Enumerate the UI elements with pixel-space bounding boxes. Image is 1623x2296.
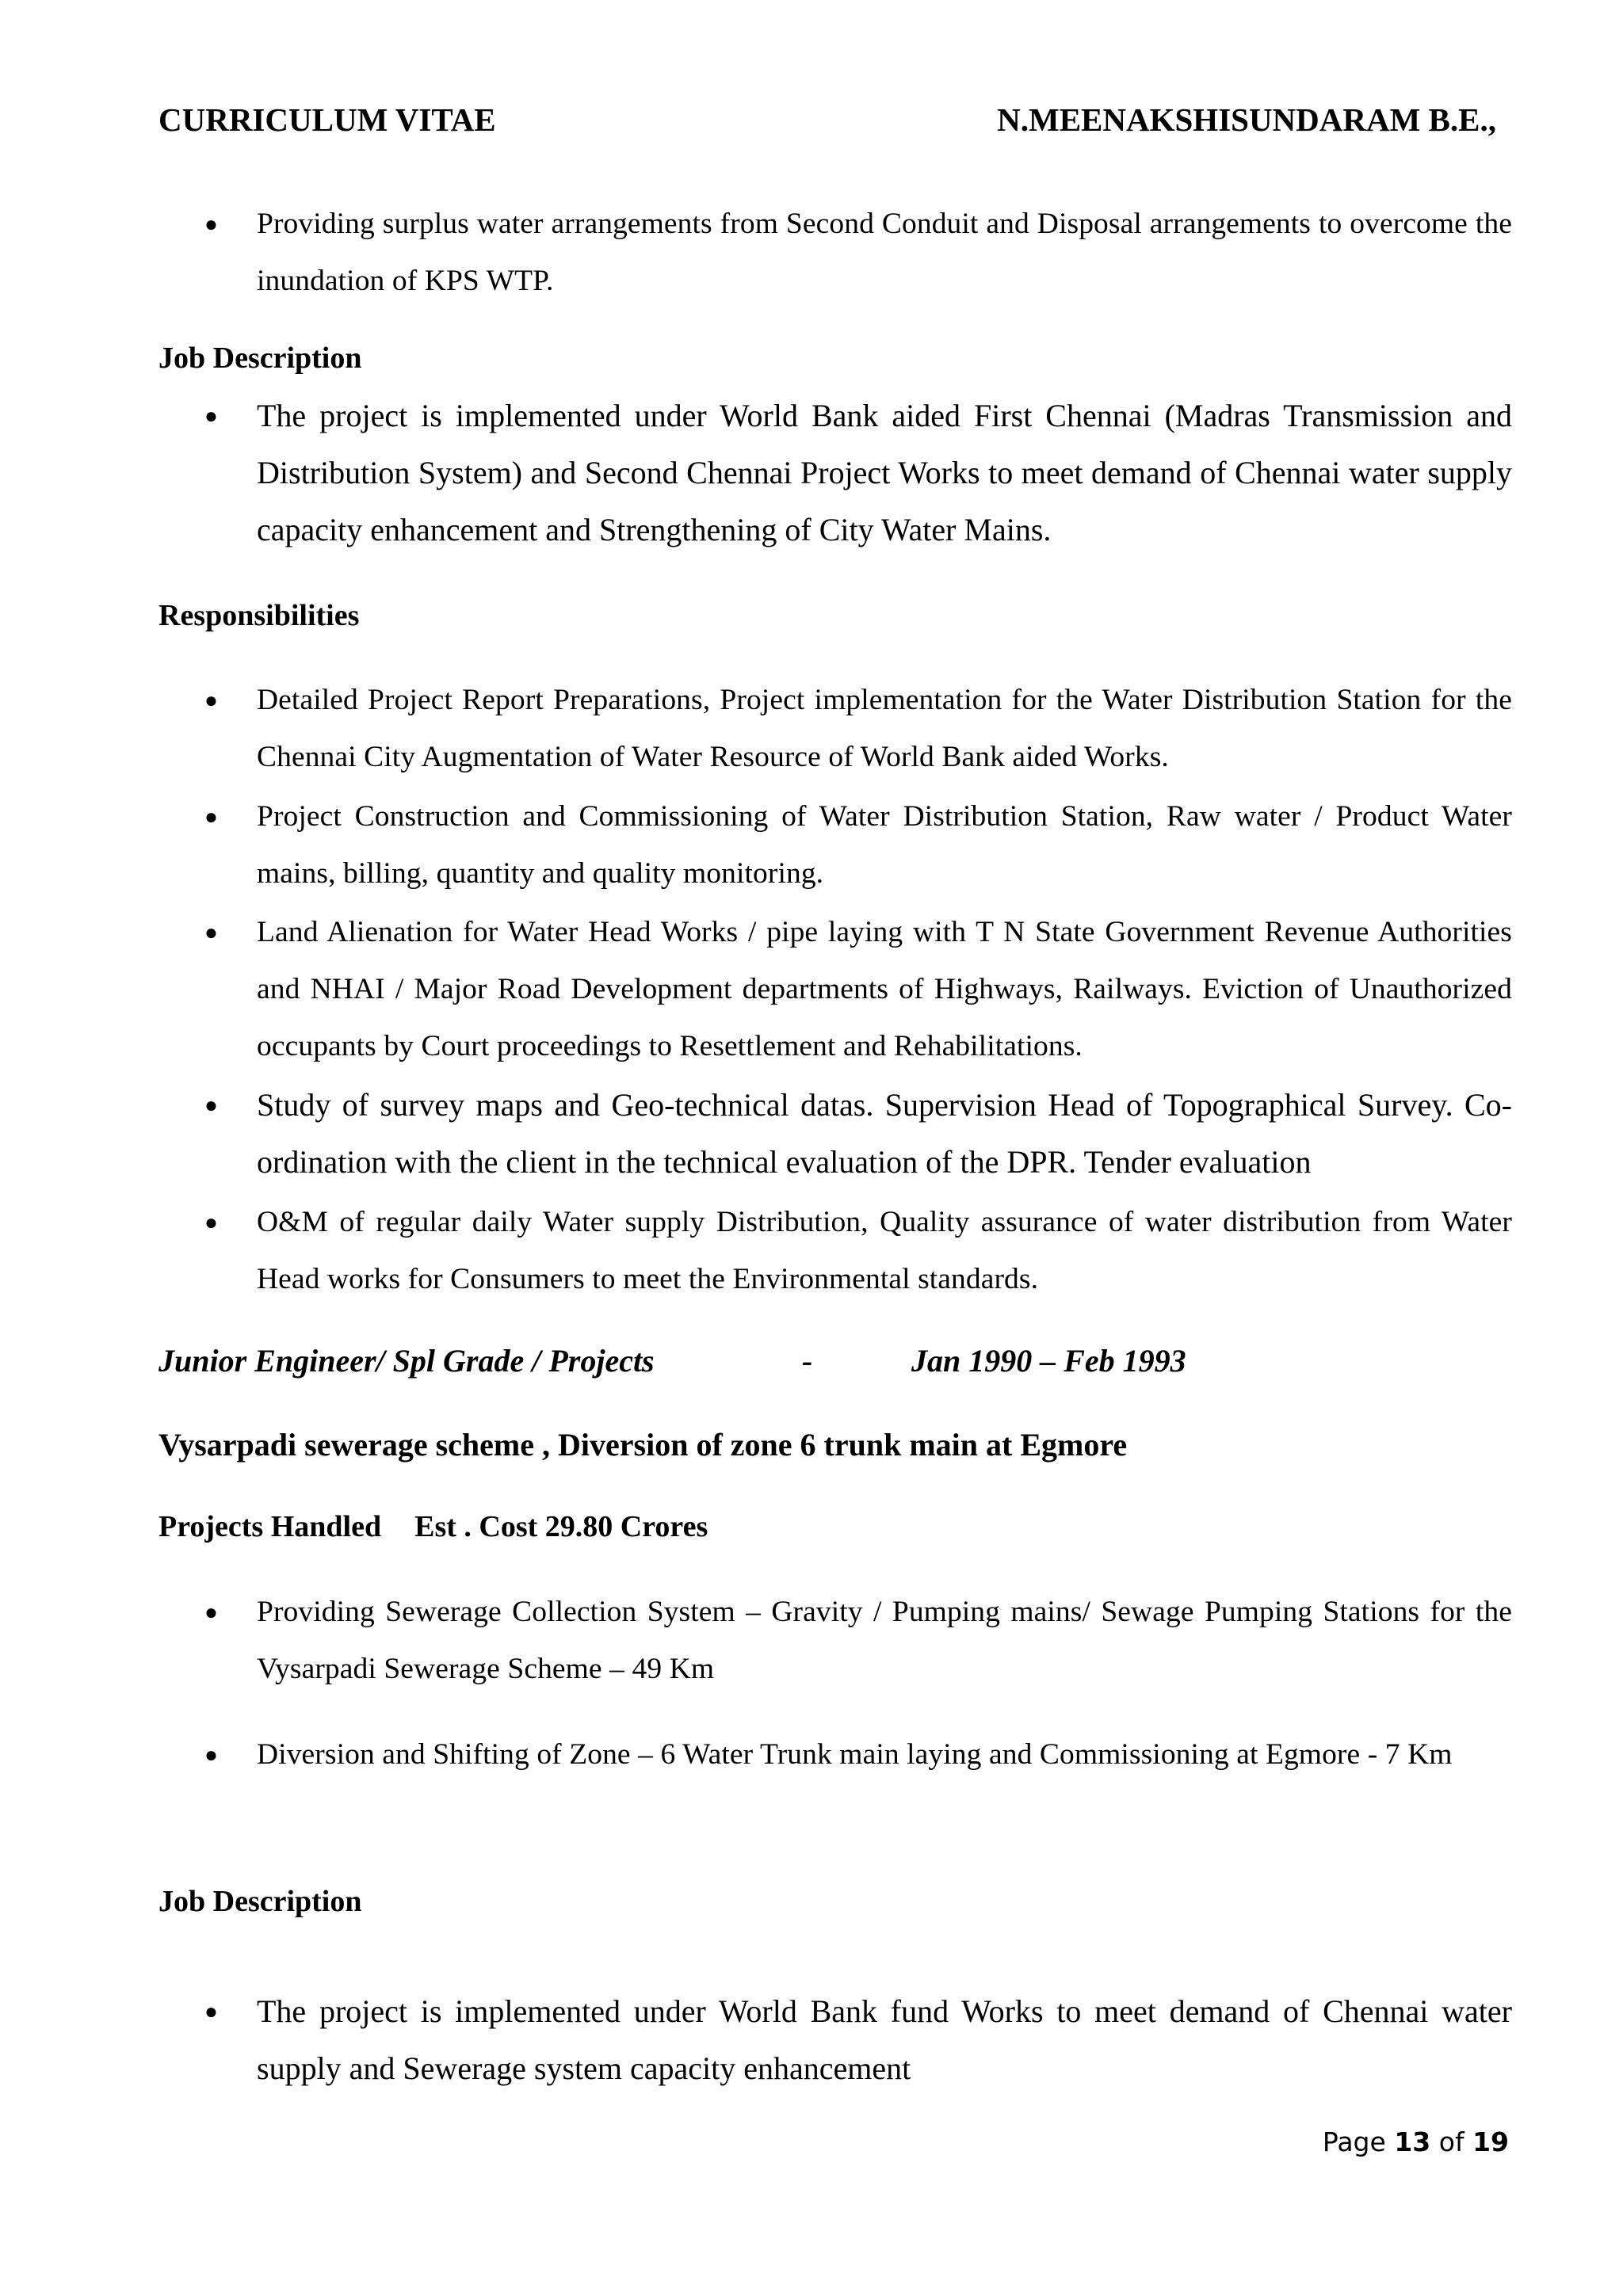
bullet-icon: ● [204,688,218,713]
list-item: Providing surplus water arrangements from Second Conduit and Disposal arrangements to overcome the inundation of KPS WTP. [257,208,1512,297]
bullet-icon: ● [204,404,218,429]
page-number: 13 [1394,2126,1431,2157]
list-item: The project is implemented under World Bank aided First Chennai (Madras Transmission and Distribution System) and Second Chennai Project Works to meet demand of Chennai water supply capacity enhancement and Strengthening of City Water Mains. [257,398,1512,547]
page-label: Page [1322,2126,1386,2157]
projects-handled [158,1508,708,1546]
section-heading-job-description: Job Description [158,341,362,375]
header-title: CURRICULUM VITAE [158,101,496,138]
position-separator: - [802,1343,813,1379]
list-item: Detailed Project Report Preparations, Project implementation for the Water Distribution Station for the Chennai City Augmentation of Water Resource of World Bank aided Works. [257,684,1512,773]
total-pages: 19 [1472,2126,1509,2157]
position-period: Jan 1990 – Feb 1993 [911,1343,1186,1379]
projects-handled-label: Projects Handled [158,1510,382,1543]
position-title: Junior Engineer/ Spl Grade / Projects [158,1343,655,1379]
list-item: The project is implemented under World Bank fund Works to meet demand of Chennai water supply and Sewerage system capacity enhancement [257,1993,1512,2086]
of-label: of [1438,2126,1465,2157]
projects-handled-cost: Est . Cost 29.80 Crores [414,1510,708,1543]
list-item: Project Construction and Commissioning of Water Distribution Station, Raw water / Product Water mains, billing, quantity and quality monitoring. [257,800,1512,890]
list-item: Study of survey maps and Geo-technical datas. Supervision Head of Topographical Survey. Co-ordination with the client in the technical evaluation of the DPR. Tender evaluation [257,1087,1512,1180]
list-item: Land Alienation for Water Head Works / pipe laying with T N State Government Revenue Authorities and NHAI / Major Road Development departments of Highways, Railways. Eviction of Unauthorized occupants by Court proceedings to Resettlement and Rehabilitations. [257,916,1512,1062]
bullet-icon: ● [204,1743,218,1768]
bullet-icon: ● [204,1600,218,1625]
bullet-icon: ● [204,805,218,830]
bullet-icon: ● [204,1093,218,1118]
bullet-icon: ● [204,1211,218,1235]
bullet-icon: ● [204,212,218,237]
list-item: O&M of regular daily Water supply Distribution, Quality assurance of water distribution from Water Head works for Consumers to meet the Environmental standards. [257,1206,1512,1295]
list-item: Diversion and Shifting of Zone – 6 Water Trunk main laying and Commissioning at Egmore - 7 Km [257,1738,1453,1771]
header-name: N.MEENAKSHISUNDARAM B.E., [997,101,1496,138]
list-item: Providing Sewerage Collection System – Gravity / Pumping mains/ Sewage Pumping Stations for the Vysarpadi Sewerage Scheme – 49 Km [257,1596,1512,1685]
bullet-icon: ● [204,2000,218,2024]
project-name: Vysarpadi sewerage scheme , Diversion of zone 6 trunk main at Egmore [158,1427,1128,1463]
section-heading-job-description: Job Description [158,1885,362,1918]
page-footer [1323,2125,1509,2160]
bullet-icon: ● [204,921,218,945]
section-heading-responsibilities: Responsibilities [158,599,360,632]
